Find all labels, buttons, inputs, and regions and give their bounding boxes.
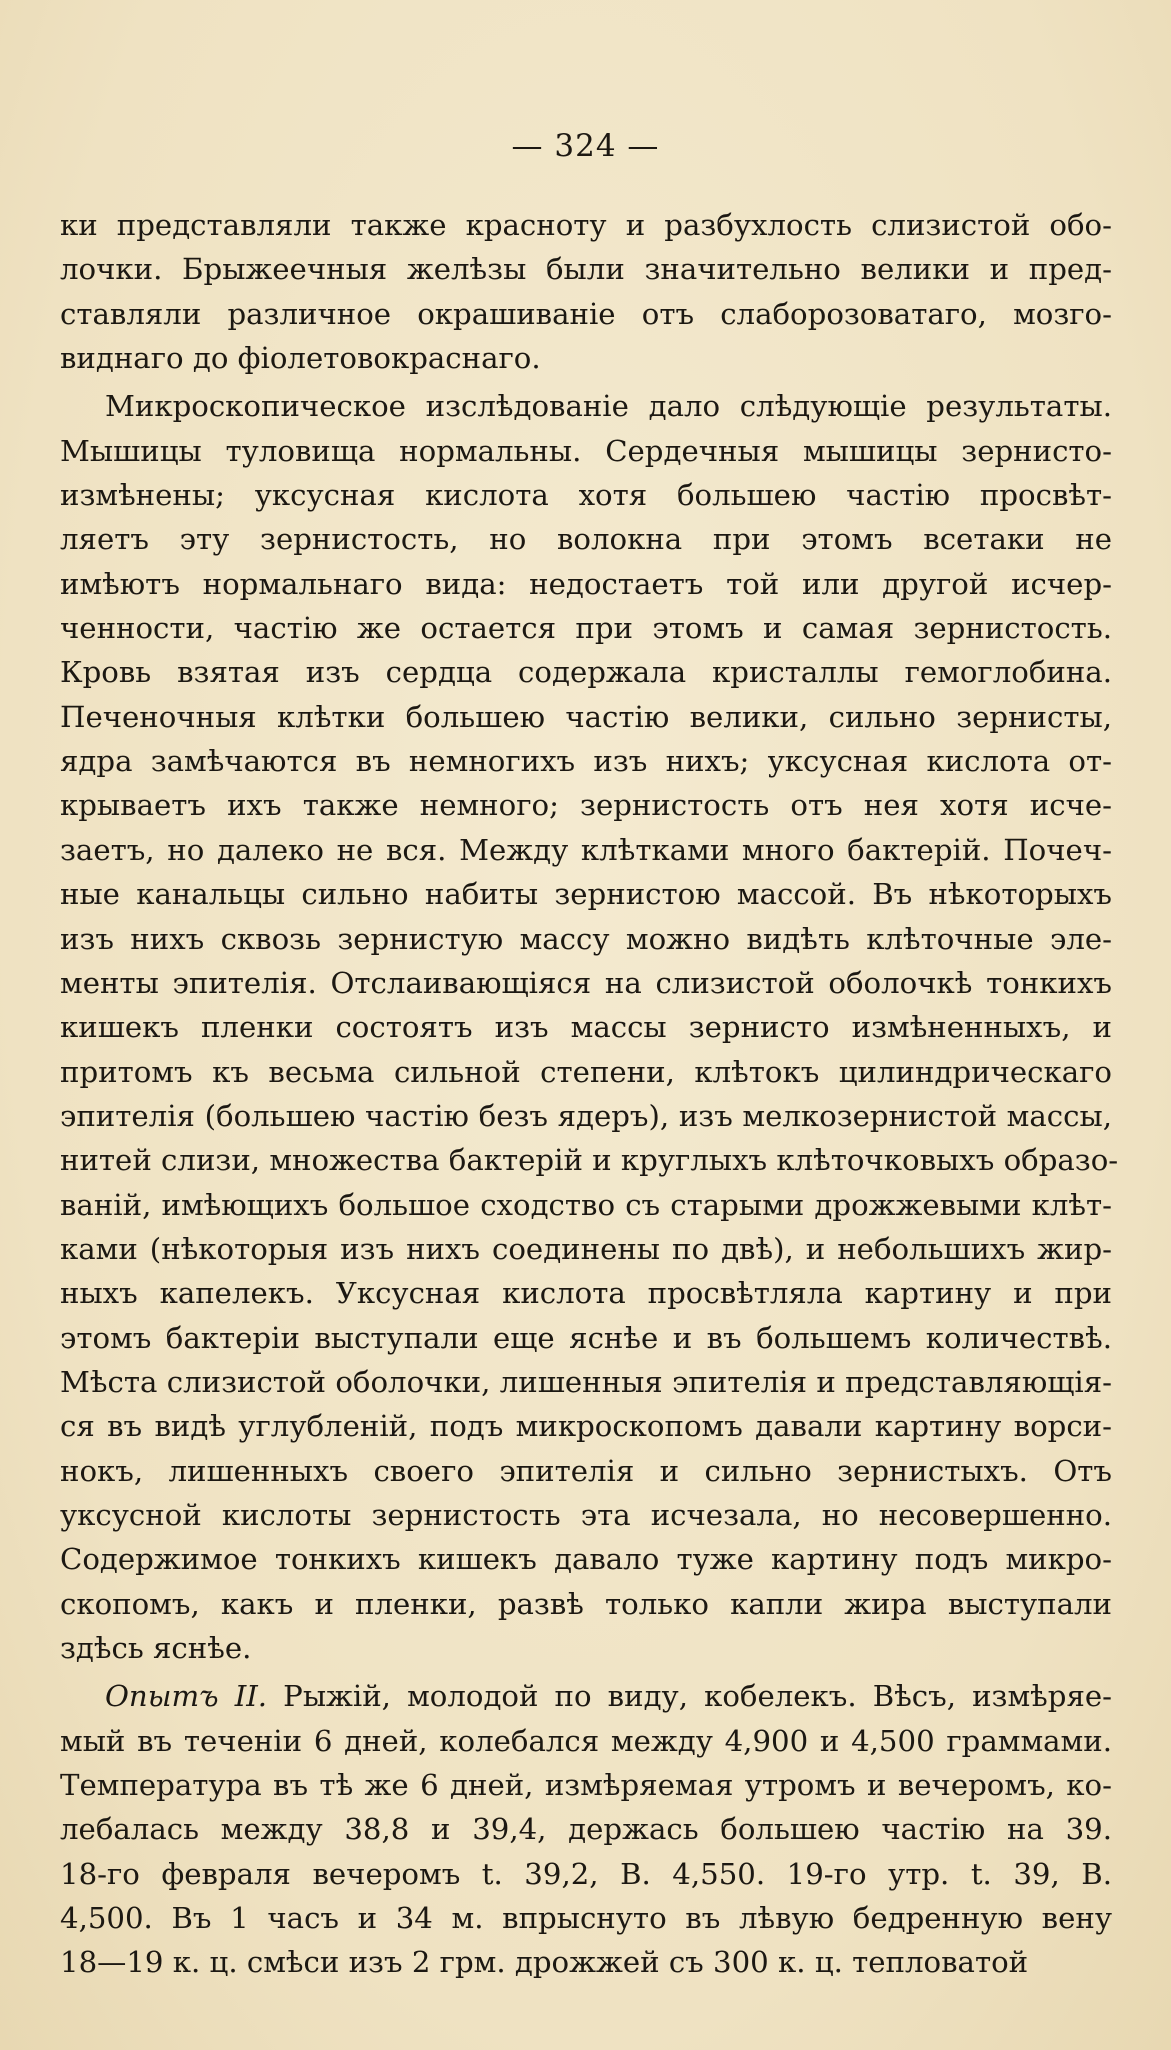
text-line: [60, 473, 1112, 517]
text-line: [60, 872, 1112, 916]
text-line: [60, 1896, 1112, 1940]
line-text: ванiй, имѣющихъ большое сходство съ старыми дрожжевыми клѣт-: [60, 1187, 1112, 1222]
line-text: Микроскопическое изслѣдованiе дало слѣдующiе результаты.: [105, 389, 1112, 424]
line-text: кишекъ пленки состоятъ изъ массы зернисто измѣненныхъ, и: [60, 1010, 1112, 1045]
text-line: [60, 1271, 1112, 1315]
text-line: [60, 292, 1112, 336]
line-text: нитей слизи, множества бактерiй и круглыхъ клѣточковыхъ образо-: [60, 1143, 1119, 1178]
text-line: [60, 1537, 1112, 1581]
line-text: ки представляли также красноту и разбухлость слизистой обо-: [60, 208, 1112, 242]
line-text: Печеночныя клѣтки большею частiю велики, сильно зернисты,: [60, 699, 1112, 734]
text-line: [60, 247, 1112, 291]
line-text: нокъ, лишенныхъ своего эпителiя и сильно зернистыхъ. Отъ: [60, 1453, 1112, 1488]
text-line: [60, 1674, 1112, 1718]
line-text: виднаго до фiолетовокраснаго.: [60, 341, 541, 376]
line-text: менты эпителiя. Отслаивающiяся на слизистой оболочкѣ тонкихъ: [60, 965, 1112, 1000]
line-text: 18—19 к. ц. смѣси изъ 2 грм. дрожжей съ 300 к. ц. тепловатой: [60, 1945, 1029, 1980]
paragraph: [60, 384, 1119, 1670]
text-line: [60, 562, 1112, 606]
text-line: [60, 1316, 1112, 1360]
text-line: [60, 1227, 1112, 1271]
text-line: [60, 1582, 1112, 1626]
paragraph: [60, 1674, 1112, 1984]
line-text: притомъ къ весьма сильной степени, клѣтокъ цилиндрическаго: [60, 1054, 1112, 1089]
line-text: Содержимое тонкихъ кишекъ давало туже картину подъ микро-: [60, 1542, 1112, 1577]
text-line: [60, 1404, 1112, 1448]
text-line: [60, 336, 1112, 380]
text-line: [60, 783, 1112, 827]
line-text: здѣсь яснѣе.: [60, 1631, 252, 1665]
text-line: [60, 517, 1112, 561]
line-text: ныхъ капелекъ. Уксусная кислота просвѣтляла картину и при: [60, 1276, 1112, 1311]
text-line: [60, 1852, 1112, 1896]
text-line: [60, 1626, 1112, 1670]
line-text: имѣютъ нормальнаго вида: недостаетъ той или другой исчер-: [60, 566, 1112, 601]
line-text: ядра замѣчаются въ немногихъ изъ нихъ; уксусная кислота от-: [60, 744, 1112, 779]
text-line: [60, 1493, 1112, 1537]
text-line: [60, 917, 1112, 961]
text-line: [60, 1940, 1112, 1984]
text-line: [60, 1719, 1112, 1763]
line-text: этомъ бактерiи выступали еще яснѣе и въ большемъ количествѣ.: [60, 1320, 1112, 1355]
text-line: [60, 1094, 1112, 1138]
line-text: эпителiя (большею частiю безъ ядеръ), изъ мелкозернистой массы,: [60, 1098, 1112, 1133]
line-text: ченности, частiю же остается при этомъ и самая зернистость.: [60, 611, 1112, 646]
line-text: Мѣста слизистой оболочки, лишенныя эпителiя и представляющiя-: [60, 1364, 1112, 1399]
line-text: лебалась между 38,8 и 39,4, держась большею частiю на 39.: [60, 1812, 1112, 1847]
text-line: [60, 384, 1112, 428]
line-text: изъ нихъ сквозь зернистую массу можно видѣть клѣточные эле-: [60, 921, 1112, 956]
text-line: [60, 1763, 1112, 1807]
paragraph: [60, 203, 1112, 380]
line-text: ставляли различное окрашиванiе отъ слаборозоватаго, мозго-: [60, 296, 1112, 331]
line-text: заетъ, но далеко не вся. Между клѣтками много бактерiй. Почеч-: [60, 832, 1112, 867]
text-line: [60, 429, 1112, 473]
line-text: ляетъ эту зернистость, но волокна при этомъ всетаки не: [60, 522, 1112, 557]
line-text: ками (нѣкоторыя изъ нихъ соединены по двѣ), и небольшихъ жир-: [60, 1231, 1112, 1266]
line-text: 18-го февраля вечеромъ t. 39,2, В. 4,550. 19-го утр. t. 39, В.: [60, 1856, 1112, 1891]
line-text: лочки. Брыжеечныя желѣзы были значительно велики и пред-: [60, 252, 1112, 287]
line-text: крываетъ ихъ также немного; зернистость отъ нея хотя исче-: [60, 788, 1112, 823]
text-line: [60, 828, 1112, 872]
line-text: Рыжiй, молодой по виду, кобелекъ. Вѣсъ, измѣряе-: [267, 1679, 1113, 1714]
text-line: [60, 1807, 1112, 1851]
text-line: [60, 961, 1112, 1005]
line-text: ные канальцы сильно набиты зернистою массой. Въ нѣкоторыхъ: [60, 877, 1112, 912]
line-text: скопомъ, какъ и пленки, развѣ только капли жира выступали: [60, 1586, 1112, 1621]
line-text: измѣнены; уксусная кислота хотя большею частiю просвѣт-: [60, 478, 1112, 513]
text-line: [60, 1183, 1112, 1227]
text-line: [60, 650, 1112, 694]
page-number: — 324 —: [511, 128, 660, 164]
line-text: уксусной кислоты зернистость эта исчезала, но несовершенно.: [60, 1497, 1112, 1532]
text-line: [60, 1050, 1112, 1094]
text-line: [60, 1449, 1112, 1493]
text-line: [60, 203, 1112, 247]
text-line: [60, 606, 1112, 650]
line-text: Кровь взятая изъ сердца содержала кристаллы гемоглобина.: [60, 655, 1112, 690]
text-line: [60, 695, 1112, 739]
text-line: [60, 1360, 1112, 1404]
line-text: Мышицы туловища нормальны. Сердечныя мышицы зернисто-: [60, 433, 1112, 468]
line-text: ся въ видѣ углубленiй, подъ микроскопомъ давали картину ворси-: [60, 1409, 1112, 1444]
line-text: мый въ теченiи 6 дней, колебался между 4,900 и 4,500 граммами.: [60, 1723, 1112, 1758]
experiment-heading: Опытъ II.: [105, 1679, 268, 1714]
text-line: [60, 1138, 1119, 1182]
line-text: Температура въ тѣ же 6 дней, измѣряемая утромъ и вечеромъ, ко-: [60, 1768, 1112, 1803]
line-text: 4,500. Въ 1 часъ и 34 м. впрыснуто въ лѣвую бедренную вену: [60, 1901, 1112, 1936]
text-line: [60, 1005, 1112, 1049]
text-line: [60, 739, 1112, 783]
body-text: [60, 203, 1119, 1985]
